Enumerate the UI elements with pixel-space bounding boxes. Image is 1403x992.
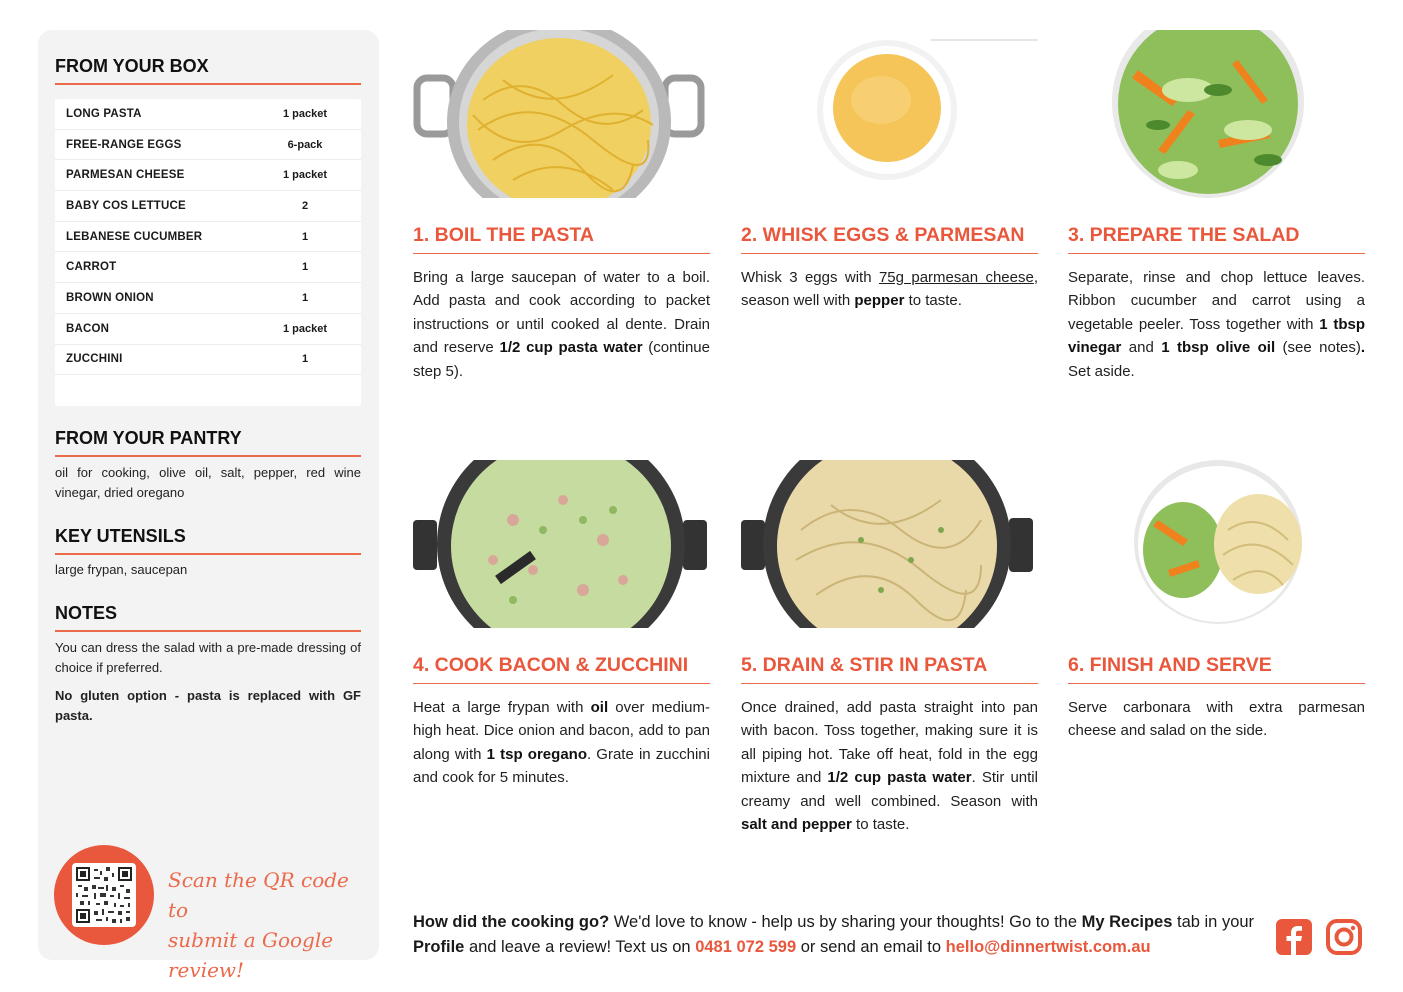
step-text-run: 1/2 cup pasta water [827, 769, 972, 787]
step-text-run: to taste. [851, 816, 910, 834]
table-row [55, 130, 361, 161]
qr-code-icon[interactable] [72, 863, 136, 927]
step-text-run: . Stir until creamy and well combined. Season with [741, 769, 1038, 810]
step-text-run: and [1121, 339, 1162, 357]
table-row [55, 222, 361, 253]
step-text-run: salt and pepper [741, 816, 852, 834]
footer-my-recipes: My Recipes [1081, 913, 1173, 931]
step-3-text [1068, 266, 1365, 383]
ingredient-quantity: 1 [301, 291, 309, 304]
step-text-run: . Grate in zucchini and cook for 5 minutes. [413, 745, 710, 787]
step-text-run: (continue step 5). [413, 339, 710, 380]
step-text-run: , season well with [741, 269, 1039, 310]
ingredient-quantity: 1 [301, 230, 309, 243]
step-text-run: to taste. [904, 292, 962, 310]
step-text-run: 1 tbsp vinegar [1068, 315, 1365, 357]
table-row [55, 283, 361, 314]
notes-heading: NOTES [55, 603, 361, 632]
step-text-run: pepper [854, 292, 905, 310]
footer-text-4: or send an email to [796, 938, 946, 956]
table-row [55, 314, 361, 345]
step-text-run: Once drained, add pasta straight into pan with bacon. Toss together, making sure it is all piping hot. Take off heat, fold in the egg mixture and [741, 699, 1038, 787]
ingredient-name: PARMESAN CHEESE [66, 169, 185, 182]
step-text-run: Heat a large frypan with [413, 699, 591, 716]
step-text-run: 1 tbsp olive oil [1161, 339, 1276, 357]
step-1-text [413, 266, 710, 383]
step-5-text [741, 696, 1038, 836]
table-row [55, 345, 361, 376]
step-4-title: 4. COOK BACON & ZUCCHINI [413, 654, 710, 684]
step-text-run: 75g parmesan cheese [878, 269, 1034, 286]
ingredient-name: FREE-RANGE EGGS [66, 138, 182, 151]
ingredient-quantity: 1 packet [282, 322, 328, 335]
feedback-footer [413, 910, 1263, 960]
box-heading: FROM YOUR BOX [55, 56, 361, 85]
facebook-icon[interactable] [1275, 918, 1313, 956]
step-text-run: Bring a large saucepan of water to a boil. Add pasta and cook according to packet instructions or until cooked al dente. Drain and reserve [413, 269, 710, 357]
notes-text: You can dress the salad with a pre-made dressing of choice if preferred. [55, 640, 361, 675]
step-6-text [1068, 696, 1365, 743]
photo-finished-dish [1068, 460, 1365, 628]
qr-caption-line1: Scan the QR code to [168, 868, 349, 922]
footer-phone-link[interactable]: 0481 072 599 [695, 938, 797, 956]
ingredient-quantity: 2 [301, 199, 309, 212]
ingredient-name: BABY COS LETTUCE [66, 199, 186, 212]
step-text-run: 1 tsp oregano [486, 745, 587, 763]
photo-whisked-eggs [741, 30, 1038, 198]
step-text-run: Whisk 3 eggs with [741, 269, 879, 286]
table-row [55, 99, 361, 130]
step-2-text [741, 266, 1038, 313]
ingredient-quantity: 1 [301, 261, 309, 274]
qr-caption [168, 865, 368, 985]
ingredient-name: CARROT [66, 261, 117, 274]
footer-profile: Profile [413, 938, 465, 956]
step-text-run: over medium-high heat. Dice onion and bacon, add to pan along with [413, 699, 710, 763]
photo-bacon-zucchini [413, 460, 710, 628]
table-row [55, 160, 361, 191]
step-5-title: 5. DRAIN & STIR IN PASTA [741, 654, 1038, 684]
ingredient-name: LEBANESE CUCUMBER [66, 230, 203, 243]
table-row [55, 191, 361, 222]
ingredient-name: BACON [66, 322, 110, 335]
step-1-title: 1. BOIL THE PASTA [413, 224, 710, 254]
utensils-text: large frypan, saucepan [55, 562, 188, 577]
step-6-title: 6. FINISH AND SERVE [1068, 654, 1365, 684]
step-text-run: Set aside. [1068, 362, 1135, 380]
ingredient-name: ZUCCHINI [66, 353, 123, 366]
step-3-title: 3. PREPARE THE SALAD [1068, 224, 1365, 254]
ingredient-quantity: 6-pack [287, 138, 323, 151]
photo-boiled-pasta [413, 30, 710, 198]
ingredient-name: BROWN ONION [66, 291, 154, 304]
step-4-text [413, 696, 710, 790]
footer-text-1: We'd love to know - help us by sharing your thoughts! Go to the [609, 913, 1082, 931]
footer-question: How did the cooking go? [413, 913, 610, 931]
instagram-icon[interactable] [1325, 918, 1363, 956]
step-text-run: (see notes) [1275, 339, 1361, 357]
table-row [55, 252, 361, 283]
photo-salad [1068, 30, 1365, 198]
step-text-run: 1/2 cup pasta water [499, 339, 643, 357]
step-text-run: Separate, rinse and chop lettuce leaves. Ribbon cucumber and carrot using a vegetable peeler. Toss together with [1068, 269, 1365, 333]
qr-caption-line2: submit a Google review! [168, 928, 334, 982]
pantry-heading: FROM YOUR PANTRY [55, 428, 361, 457]
photo-pasta-in-pan [741, 460, 1038, 628]
box-ingredients-table [55, 99, 361, 406]
step-text-run: . [1360, 339, 1365, 357]
step-2-title: 2. WHISK EGGS & PARMESAN [741, 224, 1038, 254]
footer-email-link[interactable]: hello@dinnertwist.com.au [945, 938, 1151, 956]
ingredients-sidebar [38, 30, 379, 982]
utensils-heading: KEY UTENSILS [55, 526, 361, 555]
footer-text-3: and leave a review! Text us on [464, 938, 696, 956]
notes-gluten-option: No gluten option - pasta is replaced with GF pasta. [55, 688, 361, 723]
ingredient-quantity: 1 packet [282, 107, 328, 120]
ingredient-quantity: 1 packet [282, 169, 328, 182]
ingredient-quantity: 1 [301, 353, 309, 366]
ingredient-name: LONG PASTA [66, 107, 142, 120]
footer-text-2: tab in your [1172, 913, 1255, 931]
step-text-run: oil [590, 699, 609, 716]
qr-badge[interactable] [54, 845, 154, 945]
pantry-text: oil for cooking, olive oil, salt, pepper, red wine vinegar, dried oregano [55, 465, 361, 500]
step-text-run: Serve carbonara with extra parmesan cheese and salad on the side. [1068, 699, 1365, 740]
